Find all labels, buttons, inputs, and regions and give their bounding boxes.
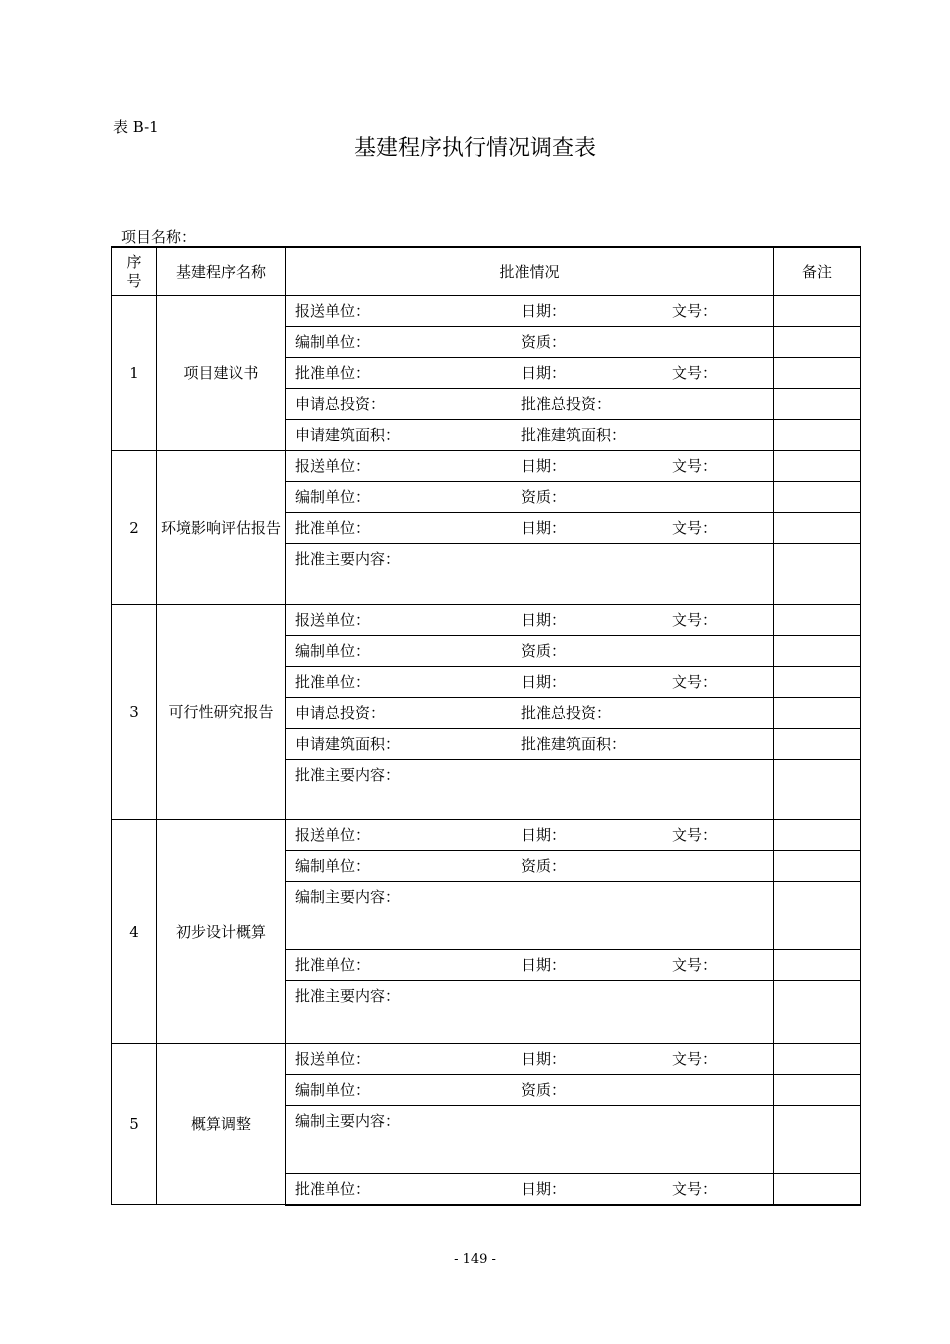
field-label: 批准主要内容：	[295, 550, 401, 568]
remarks-cell	[774, 1044, 861, 1075]
field-label: 资质：	[521, 857, 567, 875]
header-approval: 批准情况	[286, 247, 774, 296]
field-label: 申请建筑面积：	[295, 426, 401, 444]
remarks-cell	[774, 851, 861, 882]
approval-cell	[286, 851, 774, 882]
remarks-cell	[774, 882, 861, 950]
field-label: 资质：	[521, 1081, 567, 1099]
seq-cell: 4	[112, 820, 157, 1044]
field-label: 批准主要内容：	[295, 987, 401, 1005]
approval-cell	[286, 667, 774, 698]
field-label: 日期：	[521, 302, 567, 320]
field-label: 日期：	[521, 364, 567, 382]
stage-name-cell: 可行性研究报告	[157, 605, 286, 820]
field-label: 报送单位：	[295, 826, 371, 844]
seq-cell: 1	[112, 296, 157, 451]
field-label: 编制单位：	[295, 642, 371, 660]
stage-name-cell: 环境影响评估报告	[157, 451, 286, 605]
approval-cell	[286, 605, 774, 636]
field-label: 批准单位：	[295, 956, 371, 974]
field-label: 批准单位：	[295, 1180, 371, 1198]
field-label: 报送单位：	[295, 457, 371, 475]
field-label: 日期：	[521, 826, 567, 844]
field-label: 日期：	[521, 673, 567, 691]
field-label: 文号：	[672, 364, 718, 382]
remarks-cell	[774, 389, 861, 420]
approval-cell	[286, 1174, 774, 1205]
header-seq: 序 号	[112, 247, 157, 296]
approval-cell	[286, 420, 774, 451]
remarks-cell	[774, 327, 861, 358]
header-remarks: 备注	[774, 247, 861, 296]
remarks-cell	[774, 698, 861, 729]
approval-cell	[286, 760, 774, 820]
stage-name-cell: 初步设计概算	[157, 820, 286, 1044]
remarks-cell	[774, 544, 861, 605]
field-label: 批准建筑面积：	[521, 735, 627, 753]
field-label: 批准主要内容：	[295, 766, 401, 784]
field-label: 资质：	[521, 333, 567, 351]
field-label: 申请建筑面积：	[295, 735, 401, 753]
field-label: 报送单位：	[295, 611, 371, 629]
remarks-cell	[774, 420, 861, 451]
approval-cell	[286, 389, 774, 420]
remarks-cell	[774, 981, 861, 1044]
field-label: 批准总投资：	[521, 395, 612, 413]
remarks-cell	[774, 451, 861, 482]
table-row	[112, 451, 861, 482]
table-label: 表 B-1	[113, 118, 159, 136]
field-label: 资质：	[521, 642, 567, 660]
stage-name-cell: 项目建议书	[157, 296, 286, 451]
remarks-cell	[774, 820, 861, 851]
field-label: 日期：	[521, 956, 567, 974]
table-row	[112, 820, 861, 851]
approval-cell	[286, 296, 774, 327]
field-label: 报送单位：	[295, 1050, 371, 1068]
project-name-label: 项目名称：	[121, 228, 197, 246]
remarks-cell	[774, 482, 861, 513]
approval-cell	[286, 636, 774, 667]
field-label: 日期：	[521, 457, 567, 475]
field-label: 编制单位：	[295, 488, 371, 506]
remarks-cell	[774, 1106, 861, 1174]
approval-cell	[286, 327, 774, 358]
remarks-cell	[774, 1174, 861, 1205]
field-label: 批准单位：	[295, 364, 371, 382]
stage-name-cell: 概算调整	[157, 1044, 286, 1205]
approval-cell	[286, 1044, 774, 1075]
table-row	[112, 605, 861, 636]
approval-cell	[286, 482, 774, 513]
seq-cell: 2	[112, 451, 157, 605]
document-title: 基建程序执行情况调查表	[353, 136, 596, 161]
field-label: 日期：	[521, 1180, 567, 1198]
field-label: 文号：	[672, 302, 718, 320]
field-label: 编制单位：	[295, 333, 371, 351]
remarks-cell	[774, 636, 861, 667]
field-label: 报送单位：	[295, 302, 371, 320]
approval-cell	[286, 358, 774, 389]
survey-table	[111, 246, 861, 1206]
field-label: 资质：	[521, 488, 567, 506]
field-label: 日期：	[521, 1050, 567, 1068]
approval-cell	[286, 1075, 774, 1106]
remarks-cell	[774, 1075, 861, 1106]
field-label: 文号：	[672, 673, 718, 691]
approval-cell	[286, 981, 774, 1044]
approval-cell	[286, 820, 774, 851]
field-label: 编制主要内容：	[295, 1112, 401, 1130]
field-label: 文号：	[672, 1180, 718, 1198]
field-label: 批准总投资：	[521, 704, 612, 722]
field-label: 文号：	[672, 1050, 718, 1068]
remarks-cell	[774, 760, 861, 820]
field-label: 日期：	[521, 611, 567, 629]
field-label: 文号：	[672, 611, 718, 629]
table-header-row	[112, 247, 861, 296]
field-label: 编制单位：	[295, 1081, 371, 1099]
field-label: 编制单位：	[295, 857, 371, 875]
remarks-cell	[774, 605, 861, 636]
remarks-cell	[774, 667, 861, 698]
field-label: 文号：	[672, 519, 718, 537]
approval-cell	[286, 1106, 774, 1174]
remarks-cell	[774, 729, 861, 760]
field-label: 文号：	[672, 826, 718, 844]
remarks-cell	[774, 296, 861, 327]
page-number: - 149 -	[454, 1252, 496, 1267]
table-row	[112, 1044, 861, 1075]
field-label: 申请总投资：	[295, 395, 386, 413]
approval-cell	[286, 513, 774, 544]
remarks-cell	[774, 950, 861, 981]
table-row	[112, 296, 861, 327]
remarks-cell	[774, 358, 861, 389]
approval-cell	[286, 698, 774, 729]
field-label: 批准单位：	[295, 673, 371, 691]
field-label: 编制主要内容：	[295, 888, 401, 906]
remarks-cell	[774, 513, 861, 544]
field-label: 日期：	[521, 519, 567, 537]
field-label: 文号：	[672, 956, 718, 974]
approval-cell	[286, 544, 774, 605]
approval-cell	[286, 882, 774, 950]
seq-cell: 5	[112, 1044, 157, 1205]
approval-cell	[286, 729, 774, 760]
field-label: 批准单位：	[295, 519, 371, 537]
approval-cell	[286, 451, 774, 482]
field-label: 批准建筑面积：	[521, 426, 627, 444]
field-label: 文号：	[672, 457, 718, 475]
field-label: 申请总投资：	[295, 704, 386, 722]
header-stage: 基建程序名称	[157, 247, 286, 296]
approval-cell	[286, 950, 774, 981]
seq-cell: 3	[112, 605, 157, 820]
survey-table-body	[112, 247, 861, 1205]
